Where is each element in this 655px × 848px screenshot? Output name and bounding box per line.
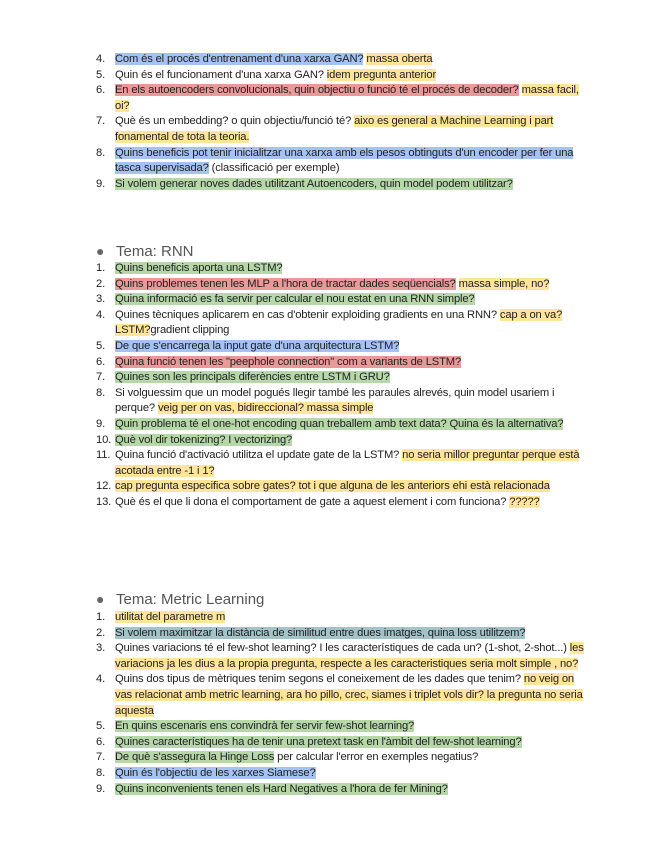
text-segment: Quin és el funcionament d'una xarxa GAN? — [115, 68, 327, 81]
list-item-text — [115, 370, 586, 386]
list-section-metric — [96, 610, 586, 797]
list-number: 8. — [96, 766, 106, 779]
highlighted-text: De que s'encarrega la input gate d'una arquitectura LSTM? — [115, 339, 400, 352]
section-title: Tema: RNN — [116, 243, 194, 260]
list-number: 1. — [96, 262, 106, 274]
heading-rnn — [96, 243, 194, 260]
list-item — [96, 782, 586, 798]
list-item — [96, 610, 586, 626]
list-item-text — [115, 448, 586, 479]
text-segment: Si volguessim que un model pogués llegir també les paraules alrevés, quin model usariem i perque? — [115, 386, 555, 415]
list-item — [96, 146, 586, 177]
list-item — [96, 114, 586, 145]
list-item — [96, 277, 586, 293]
highlighted-text: Quines son les principals diferències entre LSTM i GRU? — [115, 371, 390, 384]
highlighted-text: no veig on vas relacionat amb metric learning, ara ho pillo, crec, siames i triplet vols dir? la pregunta no seria aquesta — [115, 673, 583, 717]
highlighted-text: De què s'assegura la Hinge Loss — [115, 751, 275, 764]
highlighted-text: Com és el procés d'entrenament d'una xarxa GAN? — [115, 53, 364, 65]
list-number: 7. — [96, 371, 106, 384]
list-item — [96, 355, 586, 371]
list-item-text — [115, 277, 586, 293]
list-number: 8. — [96, 146, 106, 159]
list-item-text — [115, 114, 586, 145]
list-item — [96, 641, 586, 672]
list-number: 12. — [96, 480, 112, 493]
list-item — [96, 626, 586, 642]
section-title: Tema: Metric Learning — [116, 591, 265, 608]
list-number: 4. — [96, 53, 106, 65]
highlighted-text: cap pregunta especifica sobre gates? tot i que alguna de les anteriors ehi està relacionada — [115, 480, 550, 493]
highlighted-text: Quins beneficis aporta una LSTM? — [115, 262, 283, 274]
list-number: 4. — [96, 308, 106, 321]
list-number: 10. — [96, 433, 112, 446]
text-segment: Quines tècniques aplicarem en cas d'obtenir exploiding gradients en una RNN? — [115, 308, 500, 321]
list-item — [96, 261, 586, 277]
text-segment: Quins dos tipus de mètriques tenim segons el coneixement de les dades que tenim? — [115, 673, 524, 686]
list-item-text — [115, 479, 586, 495]
highlighted-text: Si volem generar noves dades utilitzant Autoencoders, quin model podem utilitzar? — [115, 177, 513, 190]
list-item-text — [115, 495, 586, 511]
list-item — [96, 339, 586, 355]
highlighted-text: aixo es general a Machine Learning i part fonamental de tota la teoria. — [115, 115, 554, 143]
list-number: 8. — [96, 386, 106, 399]
list-number: 5. — [96, 720, 106, 733]
list-item-text — [115, 52, 586, 68]
text-segment: Quines variacions té el few-shot learning? I les característiques de cada un? (1-shot, 2-shot...) — [115, 642, 570, 655]
list-item-text — [115, 83, 586, 114]
list-item — [96, 750, 586, 766]
text-segment: Què és el que li dona el comportament de gate a aquest element i com funciona? — [115, 495, 510, 508]
list-item-text — [115, 386, 586, 417]
list-item — [96, 479, 586, 495]
list-number: 3. — [96, 293, 106, 306]
list-number: 7. — [96, 115, 106, 128]
highlighted-text: massa oberta — [366, 53, 433, 65]
list-item-text — [115, 735, 586, 751]
list-item — [96, 292, 586, 308]
list-item-text — [115, 146, 586, 177]
list-item-text — [115, 610, 586, 626]
list-item-text — [115, 308, 586, 339]
highlighted-text: no seria millor preguntar perque està acotada entre -1 i 1? — [115, 449, 580, 477]
list-number: 2. — [96, 277, 106, 290]
highlighted-text: Si volem maximitzar la distància de similitud entre dues imatges, quina loss utilitzem? — [115, 626, 526, 639]
list-item-text — [115, 433, 586, 449]
list-number: 6. — [96, 355, 106, 368]
list-item — [96, 417, 586, 433]
list-item — [96, 52, 586, 68]
list-number: 6. — [96, 735, 106, 748]
list-item-text — [115, 672, 586, 719]
highlighted-text: massa facil, oi? — [115, 84, 579, 112]
highlighted-text: Quines característiques ha de tenir una pretext task en l'àmbit del few-shot learning? — [115, 735, 522, 748]
list-item-text — [115, 417, 586, 433]
list-item-text — [115, 355, 586, 371]
highlighted-text: ????? — [509, 495, 540, 508]
list-number: 7. — [96, 751, 106, 764]
list-number: 3. — [96, 642, 106, 655]
list-number: 9. — [96, 177, 106, 190]
highlighted-text: Quina funció tenen les "peephole connection" com a variants de LSTM? — [115, 355, 462, 368]
list-item — [96, 735, 586, 751]
list-section-1 — [96, 52, 586, 192]
list-item — [96, 370, 586, 386]
list-item-text — [115, 766, 586, 782]
highlighted-text: massa simple, no? — [458, 277, 550, 290]
list-number: 1. — [96, 611, 106, 623]
text-segment: per calcular l'error en exemples negatius? — [274, 751, 479, 764]
highlighted-text: Quins problemes tenen les MLP a l'hora de tractar dades seqüencials? — [115, 277, 456, 290]
highlighted-text: Quins inconvenients tenen els Hard Negatives a l'hora de fer Mining? — [115, 782, 448, 795]
highlighted-text: Quin és l'objectiu de les xarxes Siamese? — [115, 766, 316, 779]
list-item-text — [115, 782, 586, 798]
list-section-rnn — [96, 261, 586, 511]
highlighted-text: En els autoencoders convolucionals, quin objectiu o funció té el procés de decoder? — [115, 84, 519, 97]
list-item — [96, 448, 586, 479]
list-item-text — [115, 292, 586, 308]
bullet-icon: ● — [96, 591, 105, 607]
list-item — [96, 495, 586, 511]
highlighted-text: Quina informació es fa servir per calcular el nou estat en una RNN simple? — [115, 293, 475, 306]
list-item-text — [115, 177, 586, 193]
highlighted-text: idem pregunta anterior — [326, 68, 437, 81]
list-item — [96, 719, 586, 735]
highlighted-text: Quins beneficis pot tenir inicialitzar una xarxa amb els pesos obtinguts d'un encoder per fer una tasca supervisada? — [115, 146, 574, 175]
list-number: 11. — [96, 449, 111, 462]
text-segment: Quina funció d'activació utilitza el update gate de la LSTM? — [115, 449, 403, 462]
list-number: 9. — [96, 782, 106, 795]
highlighted-text: cap a on va? LSTM? — [115, 308, 563, 337]
list-item — [96, 672, 586, 719]
text-segment: Què és un embedding? o quin objectiu/funció té? — [115, 115, 355, 128]
highlighted-text: Quin problema té el one-hot encoding quan treballem amb text data? Quina és la alternativa? — [115, 417, 564, 430]
highlighted-text: les variacions ja les dius a la propia pregunta, respecte a les caracteristiques seria molt simple , no? — [115, 642, 584, 670]
list-item — [96, 83, 586, 114]
list-item-text — [115, 68, 586, 84]
highlighted-text: utilitat del parametre m — [115, 611, 226, 623]
list-item — [96, 766, 586, 782]
list-item — [96, 386, 586, 417]
list-number: 6. — [96, 84, 106, 97]
text-segment: gradient clipping — [150, 324, 230, 337]
list-item — [96, 68, 586, 84]
list-number: 13. — [96, 495, 112, 508]
list-number: 5. — [96, 68, 106, 81]
list-item-text — [115, 339, 586, 355]
list-item-text — [115, 641, 586, 672]
highlighted-text: Què vol dir tokenizing? I vectorizing? — [115, 433, 293, 446]
list-item — [96, 308, 586, 339]
list-number: 9. — [96, 417, 106, 430]
list-item — [96, 433, 586, 449]
list-item-text — [115, 261, 586, 277]
list-number: 2. — [96, 626, 106, 639]
heading-metric-learning — [96, 591, 264, 608]
list-number: 5. — [96, 339, 106, 352]
list-number: 4. — [96, 673, 106, 686]
highlighted-text: veig per on vas, bidireccional? massa simple — [157, 402, 374, 415]
text-segment: (classificació per exemple) — [208, 162, 340, 175]
list-item — [96, 177, 586, 193]
bullet-icon: ● — [96, 243, 105, 259]
list-item-text — [115, 626, 586, 642]
list-item-text — [115, 750, 586, 766]
highlighted-text: En quins escenaris ens convindrà fer servir few-shot learning? — [115, 720, 415, 733]
list-item-text — [115, 719, 586, 735]
